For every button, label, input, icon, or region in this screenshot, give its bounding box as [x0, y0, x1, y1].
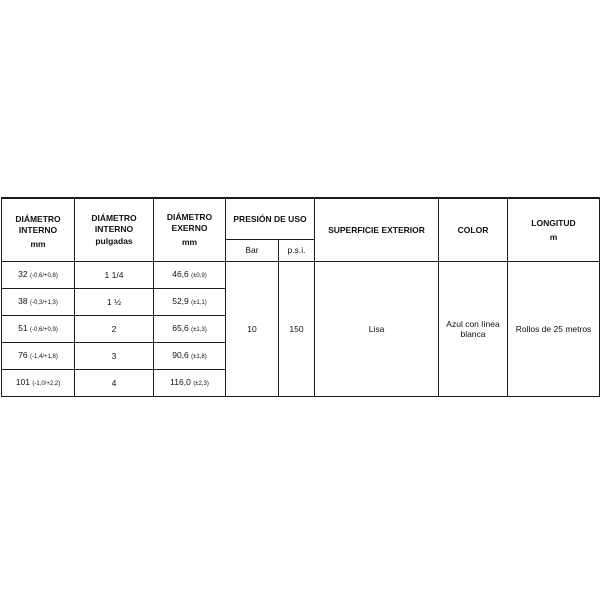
- cell-psi: 150: [279, 262, 315, 397]
- header-color: COLOR: [439, 198, 508, 262]
- cell-pulgadas: 4: [75, 370, 154, 397]
- specification-table: [1, 197, 600, 397]
- header-presion-de-uso: PRESIÓN DE USO: [226, 198, 315, 240]
- table-row: [2, 262, 600, 289]
- header-title: DIÁMETRO EXERNO: [166, 212, 213, 233]
- tolerance: (-0,6/+0,8): [29, 273, 58, 279]
- header-psi: p.s.i.: [279, 240, 315, 262]
- cell-diametro-interno-mm: [2, 370, 75, 397]
- header-title: DIÁMETRO INTERNO: [91, 213, 137, 234]
- header-unit: mm: [30, 239, 46, 249]
- value: 51: [18, 323, 28, 333]
- header-longitud: [508, 198, 600, 262]
- header-title: LONGITUD: [531, 217, 576, 228]
- cell-diametro-interno-mm: [2, 316, 75, 343]
- cell-diametro-interno-mm: [2, 262, 75, 289]
- cell-pulgadas: 1 1/4: [75, 262, 154, 289]
- header-superficie-exterior: SUPERFICIE EXTERIOR: [315, 198, 439, 262]
- cell-bar: 10: [226, 262, 279, 397]
- header-bar: Bar: [226, 240, 279, 262]
- tolerance: (±2,3): [193, 381, 209, 387]
- header-unit: pulgadas: [95, 236, 133, 246]
- value: 32: [18, 269, 28, 279]
- cell-diametro-exerno: [154, 343, 226, 370]
- value: 101: [15, 377, 30, 387]
- header-diametro-interno-pulgadas: [75, 198, 154, 262]
- cell-diametro-exerno: [154, 370, 226, 397]
- value: 65,6: [172, 323, 189, 333]
- cell-diametro-exerno: [154, 316, 226, 343]
- cell-superficie: Lisa: [315, 262, 439, 397]
- value: 76: [18, 350, 28, 360]
- cell-pulgadas: 1 ½: [75, 289, 154, 316]
- cell-diametro-interno-mm: [2, 343, 75, 370]
- value: 116,0: [170, 377, 191, 387]
- cell-diametro-exerno: [154, 289, 226, 316]
- cell-diametro-interno-mm: [2, 289, 75, 316]
- cell-diametro-exerno: [154, 262, 226, 289]
- tolerance: (-0,6/+0,9): [29, 327, 58, 333]
- value: 90,6: [172, 350, 189, 360]
- header-diametro-interno-mm: [2, 198, 75, 262]
- cell-longitud: Rollos de 25 metros: [508, 262, 600, 397]
- value: 38: [18, 296, 28, 306]
- cell-color: Azul con línea blanca: [439, 262, 508, 397]
- tolerance: (±1,8): [191, 354, 207, 360]
- tolerance: (±1,3): [191, 327, 207, 333]
- header-unit: m: [549, 231, 558, 242]
- header-diametro-exerno: [154, 198, 226, 262]
- cell-pulgadas: 3: [75, 343, 154, 370]
- tolerance: (-1,0/+2,2): [32, 381, 61, 387]
- header-title: DIÁMETRO INTERNO: [15, 214, 61, 235]
- value: 46,6: [172, 269, 189, 279]
- value: 52,9: [172, 296, 189, 306]
- tolerance: (-1,4/+1,8): [29, 354, 58, 360]
- tolerance: (±0,9): [191, 273, 207, 279]
- cell-pulgadas: 2: [75, 316, 154, 343]
- header-unit: mm: [181, 237, 198, 247]
- tolerance: (-0,3/+1,3): [29, 300, 58, 306]
- tolerance: (±1,1): [191, 300, 207, 306]
